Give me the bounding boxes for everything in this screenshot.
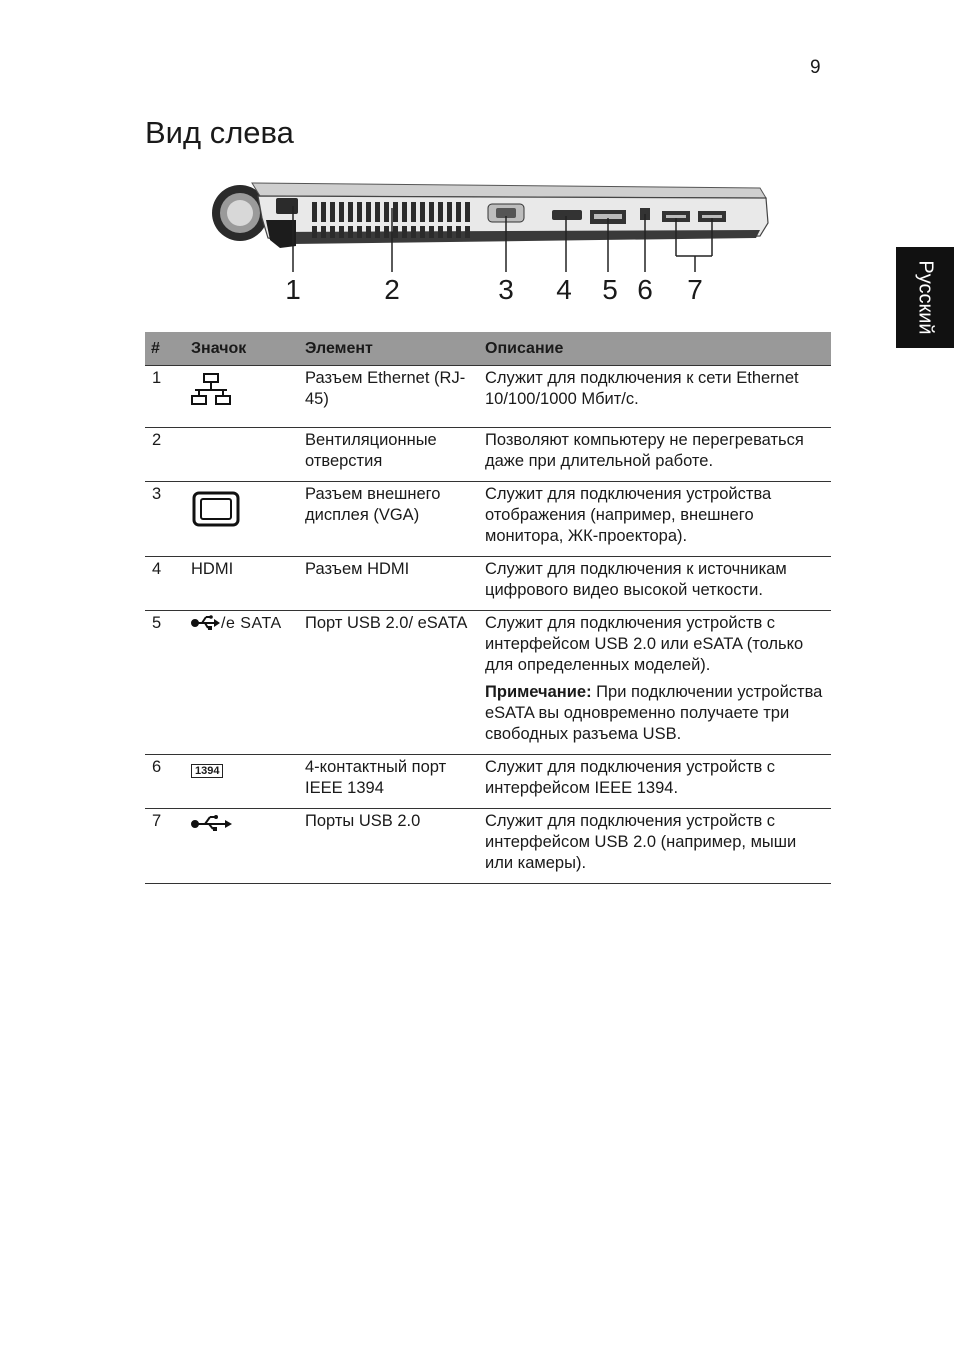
note-paragraph (485, 682, 825, 745)
ieee1394-icon: 1394 (191, 764, 223, 778)
row-icon-cell (185, 428, 299, 482)
row-element: Порт USB 2.0/ eSATA (299, 611, 479, 755)
table-row (145, 482, 831, 557)
callout-1: 1 (285, 274, 301, 305)
row-description: Служит для подключения устройств с интерфейсом IEEE 1394. (479, 755, 831, 809)
row-element: 4-контактный порт IEEE 1394 (299, 755, 479, 809)
ports-table (145, 332, 831, 884)
row-num: 7 (145, 809, 185, 884)
ethernet-icon (191, 372, 233, 406)
row-description: Позволяют компьютеру не перегреваться даже при длительной работе. (479, 428, 831, 482)
callout-5: 5 (602, 274, 618, 305)
note-text: При подключении устройства eSATA вы одновременно получаете три свободных разъема USB. (485, 683, 823, 743)
header-element: Элемент (299, 332, 479, 366)
row-description-cell (479, 611, 831, 755)
row-element: Разъем Ethernet (RJ-45) (299, 366, 479, 428)
usb-icon (191, 813, 233, 833)
row-icon-cell (185, 611, 299, 755)
callout-2: 2 (384, 274, 400, 305)
row-icon-cell (185, 482, 299, 557)
callout-3: 3 (498, 274, 514, 305)
table-row (145, 809, 831, 884)
table-row (145, 557, 831, 611)
callout-7: 7 (687, 274, 703, 305)
table-row (145, 428, 831, 482)
row-description: Служит для подключения устройств с интерфейсом USB 2.0 или eSATA (только для определенных моделей). (485, 614, 804, 674)
table-row (145, 366, 831, 428)
header-description: Описание (479, 332, 831, 366)
row-element: Вентиляционные отверстия (299, 428, 479, 482)
row-description: Служит для подключения к источникам цифрового видео высокой четкости. (479, 557, 831, 611)
row-element: Разъем внешнего дисплея (VGA) (299, 482, 479, 557)
esata-icon-label: /e SATA (221, 615, 282, 632)
table-header-row (145, 332, 831, 366)
table-row (145, 611, 831, 755)
header-num: # (145, 332, 185, 366)
row-element: Разъем HDMI (299, 557, 479, 611)
page-title: Вид слева (145, 115, 294, 150)
language-tab (896, 247, 954, 348)
row-num: 3 (145, 482, 185, 557)
row-num: 5 (145, 611, 185, 755)
row-num: 4 (145, 557, 185, 611)
row-icon-text: HDMI (185, 557, 299, 611)
row-description: Служит для подключения устройства отображения (например, внешнего монитора, ЖК-проектора). (479, 482, 831, 557)
row-num: 2 (145, 428, 185, 482)
row-icon-cell (185, 809, 299, 884)
row-element: Порты USB 2.0 (299, 809, 479, 884)
usb-icon (191, 613, 221, 631)
callout-4: 4 (556, 274, 572, 305)
page-number: 9 (810, 57, 821, 78)
language-tab-label: Русский (914, 260, 937, 335)
callout-6: 6 (637, 274, 653, 305)
row-num: 6 (145, 755, 185, 809)
row-num: 1 (145, 366, 185, 428)
table-row (145, 755, 831, 809)
note-label: Примечание: (485, 683, 592, 701)
row-icon-cell (185, 755, 299, 809)
vga-icon (191, 490, 241, 528)
row-description: Служит для подключения устройств с интерфейсом USB 2.0 (например, мыши или камеры). (479, 809, 831, 884)
header-icon: Значок (185, 332, 299, 366)
row-icon-cell (185, 366, 299, 428)
row-description: Служит для подключения к сети Ethernet 10/100/1000 Мбит/с. (479, 366, 831, 428)
